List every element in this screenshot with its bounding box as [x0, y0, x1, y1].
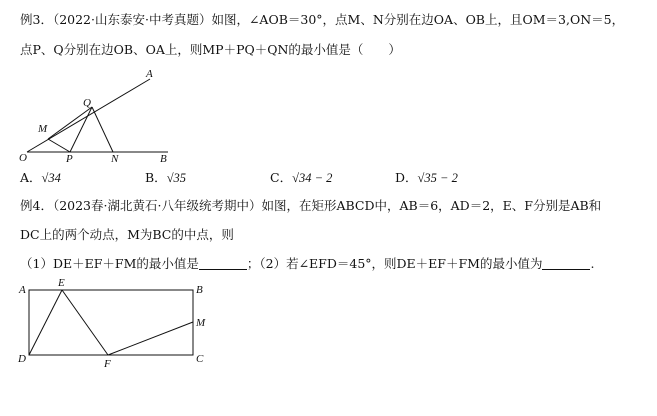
label-D: D	[18, 353, 26, 365]
label-M: M	[196, 317, 206, 329]
option-a-value: √34	[41, 171, 61, 185]
label-N: N	[111, 153, 119, 165]
label-A: A	[19, 284, 26, 296]
option-b-value: √35	[166, 171, 187, 185]
option-d-label: D．	[395, 170, 418, 185]
segment-DE	[29, 290, 62, 355]
answer-blank-1	[199, 257, 247, 270]
label-E: E	[58, 277, 65, 289]
option-a-label: A．	[20, 170, 42, 185]
segment-MP	[48, 139, 70, 152]
label-F: F	[104, 358, 111, 370]
label-O: O	[19, 152, 27, 164]
label-P: P	[66, 153, 73, 165]
question-1: （1）DE＋EF＋FM的最小值是	[20, 256, 199, 271]
label-Q: Q	[83, 97, 91, 109]
question-end: .	[590, 256, 595, 271]
option-c-label: C．	[270, 170, 293, 185]
ex3-figure	[10, 62, 200, 172]
ex4-line2: DC上的两个动点，M为BC的中点，则	[20, 227, 234, 242]
ray-OA	[27, 79, 150, 152]
label-A: A	[146, 68, 153, 80]
option-b	[145, 168, 186, 186]
option-d-value: √35 − 2	[417, 171, 458, 185]
ex4-questions	[20, 255, 594, 273]
segment-EF	[62, 290, 108, 355]
rectangle-ABCD	[29, 290, 193, 355]
label-B: B	[160, 153, 167, 165]
segment-QN	[92, 107, 113, 152]
segment-FM	[108, 322, 193, 355]
label-C: C	[196, 353, 204, 365]
option-d	[395, 168, 458, 186]
option-b-label: B．	[145, 170, 167, 185]
option-a	[20, 168, 61, 186]
ex4-line1: 例4．（2023春·湖北黄石·八年级统考期中）如图，在矩形ABCD中，AB＝6，AD＝2，E、F分别是AB和	[20, 198, 602, 213]
ex3-line1: 例3．（2022·山东泰安·中考真题）如图，∠AOB＝30°，点M、N分别在边OA、OB上，且OM＝3,ON＝5，	[20, 12, 625, 27]
option-c	[270, 168, 332, 186]
ex4-figure	[12, 276, 222, 376]
segment-MQ	[48, 107, 92, 139]
label-B: B	[196, 284, 203, 296]
answer-blank-2	[542, 257, 590, 270]
label-M: M	[38, 123, 48, 135]
ex3-line2: 点P、Q分别在边OB、OA上，则MP＋PQ＋QN的最小值是（ ）	[20, 42, 401, 57]
option-c-value: √34 − 2	[292, 171, 333, 185]
question-2: ；（2）若∠EFD＝45°，则DE＋EF＋FM的最小值为	[246, 256, 543, 271]
segment-PQ	[70, 107, 92, 152]
